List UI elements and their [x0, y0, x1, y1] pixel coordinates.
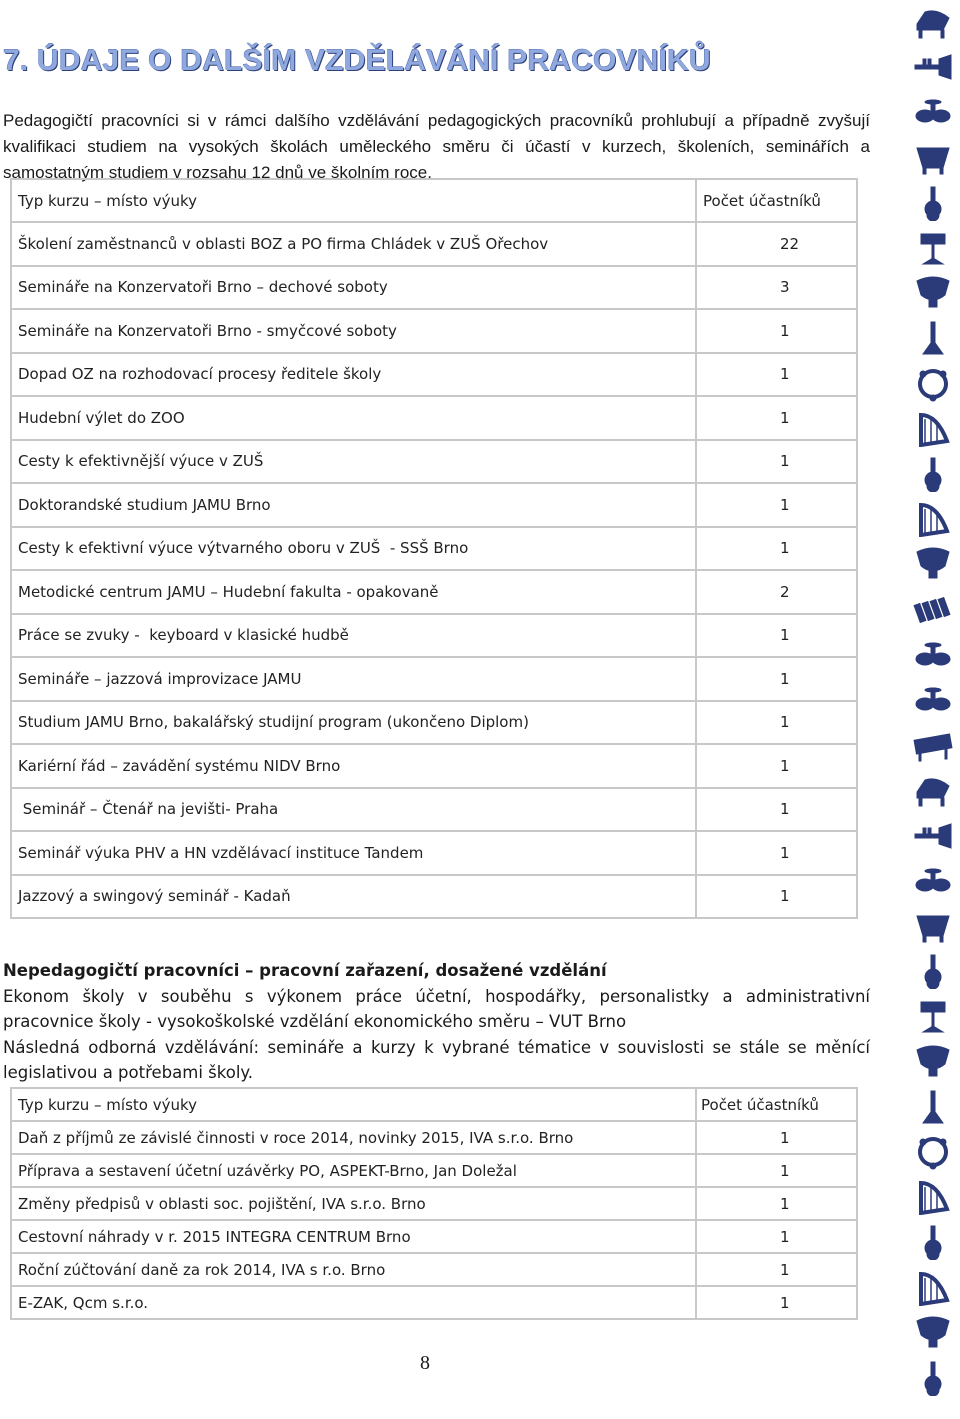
guitar-icon [913, 185, 953, 221]
count-cell: 1 [696, 483, 857, 527]
course-cell: Seminář – Čtenář na jevišti- Praha [11, 788, 696, 832]
table-header-row [11, 179, 857, 222]
course-cell: Jazzový a swingový seminář - Kadaň [11, 875, 696, 919]
course-cell: Příprava a sestavení účetní uzávěrky PO, ASPEKT-Brno, Jan Doležal [11, 1154, 696, 1187]
tuba-icon [913, 275, 953, 311]
count-cell: 1 [696, 396, 857, 440]
drums-icon [913, 94, 953, 130]
count-cell: 1 [696, 309, 857, 353]
count-cell: 1 [696, 701, 857, 745]
count-cell: 1 [696, 1286, 857, 1319]
course-cell: Změny předpisů v oblasti soc. pojištění, IVA s.r.o. Brno [11, 1187, 696, 1220]
count-cell: 1 [696, 1187, 857, 1220]
course-cell: Kariérní řád – zavádění systému NIDV Brno [11, 744, 696, 788]
table-row [11, 875, 857, 919]
page-number: 8 [420, 1352, 430, 1374]
count-cell: 1 [696, 1253, 857, 1286]
course-cell: E-ZAK, Qcm s.r.o. [11, 1286, 696, 1319]
header-count: Počet účastníků [696, 179, 857, 222]
course-cell: Studium JAMU Brno, bakalářský studijní program (ukončeno Diplom) [11, 701, 696, 745]
count-cell: 1 [696, 875, 857, 919]
count-cell: 1 [696, 1220, 857, 1253]
table-row [11, 1220, 857, 1253]
table-row [11, 527, 857, 571]
piano-icon [913, 772, 953, 808]
course-cell: Cesty k efektivnější výuce v ZUŠ [11, 440, 696, 484]
count-cell: 22 [696, 222, 857, 266]
trumpet-icon [913, 818, 953, 854]
nonpedagogical-title: Nepedagogičtí pracovníci – pracovní zařazení, dosažené vzdělání [3, 961, 607, 980]
count-cell: 1 [696, 527, 857, 571]
count-cell: 1 [696, 657, 857, 701]
count-cell: 1 [696, 353, 857, 397]
harp-icon [913, 501, 953, 537]
electric-guitar-icon [913, 320, 953, 356]
music-stand-icon [913, 998, 953, 1034]
table-row [11, 1154, 857, 1187]
harp-icon [913, 1179, 953, 1215]
guitar-icon [913, 1360, 953, 1396]
course-cell: Hudební výlet do ZOO [11, 396, 696, 440]
course-cell: Školení zaměstnanců v oblasti BOZ a PO firma Chládek v ZUŠ Ořechov [11, 222, 696, 266]
table-row [11, 1253, 857, 1286]
table-row [11, 1121, 857, 1154]
staff-training-table [10, 178, 858, 919]
section-heading: 7. ÚDAJE O DALŠÍM VZDĚLÁVÁNÍ PRACOVNÍKŮ [3, 44, 711, 77]
xylophone-icon [913, 592, 953, 628]
count-cell: 1 [696, 614, 857, 658]
music-stand-icon [913, 230, 953, 266]
table-row [11, 614, 857, 658]
guitar-icon [913, 953, 953, 989]
drums-icon [913, 863, 953, 899]
timpani-icon [913, 908, 953, 944]
table-row [11, 222, 857, 266]
count-cell: 1 [696, 831, 857, 875]
header-course: Typ kurzu – místo výuky [11, 1088, 696, 1121]
course-cell: Roční zúčtování daně za rok 2014, IVA s r.o. Brno [11, 1253, 696, 1286]
timpani-icon [913, 140, 953, 176]
course-cell: Daň z příjmů ze závislé činnosti v roce 2014, novinky 2015, IVA s.r.o. Brno [11, 1121, 696, 1154]
table-row [11, 657, 857, 701]
course-cell: Cestovní náhrady v r. 2015 INTEGRA CENTRUM Brno [11, 1220, 696, 1253]
nonpedagogical-text-1: Ekonom školy v souběhu s výkonem práce účetní, hospodářky, personalistky a administrativní pracovnice školy - vysokoškolské vzdělání ekonomického směru – VUT Brno [3, 986, 870, 1031]
table-row [11, 266, 857, 310]
count-cell: 3 [696, 266, 857, 310]
drums-icon [913, 682, 953, 718]
count-cell: 1 [696, 788, 857, 832]
drums-icon [913, 637, 953, 673]
course-cell: Semináře – jazzová improvizace JAMU [11, 657, 696, 701]
course-cell: Práce se zvuky - keyboard v klasické hudbě [11, 614, 696, 658]
keyboard-icon [913, 727, 953, 763]
table-header-row [11, 1088, 857, 1121]
table-row [11, 831, 857, 875]
course-cell: Semináře na Konzervatoři Brno – dechové soboty [11, 266, 696, 310]
harp-icon [913, 411, 953, 447]
table-row [11, 570, 857, 614]
table-row [11, 309, 857, 353]
guitar-icon [913, 456, 953, 492]
course-cell: Cesty k efektivní výuce výtvarného oboru v ZUŠ - SSŠ Brno [11, 527, 696, 571]
count-cell: 1 [696, 1154, 857, 1187]
nonped-training-table [10, 1087, 858, 1320]
table-row [11, 483, 857, 527]
tambourine-icon [913, 366, 953, 402]
harp-icon [913, 1270, 953, 1306]
table-row [11, 440, 857, 484]
course-cell: Dopad OZ na rozhodovací procesy ředitele školy [11, 353, 696, 397]
table-row [11, 701, 857, 745]
intro-paragraph: Pedagogičtí pracovníci si v rámci dalšího vzdělávání pedagogických pracovníků prohlubují a případně zvyšují kvalifikaci studiem na vysokých školách uměleckého směru či účastí v kurzech, školeních, seminářích a samostatným studiem v rozsahu 12 dnů ve školním roce. [3, 111, 870, 182]
guitar-icon [913, 1224, 953, 1260]
count-cell: 1 [696, 440, 857, 484]
nonpedagogical-text-2: Následná odborná vzdělávání: semináře a kurzy k vybrané tématice v souvislosti se stále se měnící legislativou a potřebami školy. [3, 1037, 870, 1082]
header-count: Počet účastníků [696, 1088, 857, 1121]
piano-icon [913, 4, 953, 40]
count-cell: 1 [696, 744, 857, 788]
table-row [11, 396, 857, 440]
course-cell: Semináře na Konzervatoři Brno - smyčcové soboty [11, 309, 696, 353]
trumpet-icon [913, 49, 953, 85]
table-row [11, 1286, 857, 1319]
table-row [11, 744, 857, 788]
tuba-icon [913, 1315, 953, 1351]
nonpedagogical-section [3, 958, 870, 1086]
course-cell: Metodické centrum JAMU – Hudební fakulta - opakovaně [11, 570, 696, 614]
course-cell: Doktorandské studium JAMU Brno [11, 483, 696, 527]
table-row [11, 353, 857, 397]
table-row [11, 788, 857, 832]
course-cell: Seminář výuka PHV a HN vzdělávací instituce Tandem [11, 831, 696, 875]
table-row [11, 1187, 857, 1220]
header-course: Typ kurzu – místo výuky [11, 179, 696, 222]
count-cell: 2 [696, 570, 857, 614]
instrument-sidebar [905, 0, 960, 1419]
count-cell: 1 [696, 1121, 857, 1154]
tuba-icon [913, 1044, 953, 1080]
electric-guitar-icon [913, 1089, 953, 1125]
tambourine-icon [913, 1134, 953, 1170]
tuba-icon [913, 546, 953, 582]
